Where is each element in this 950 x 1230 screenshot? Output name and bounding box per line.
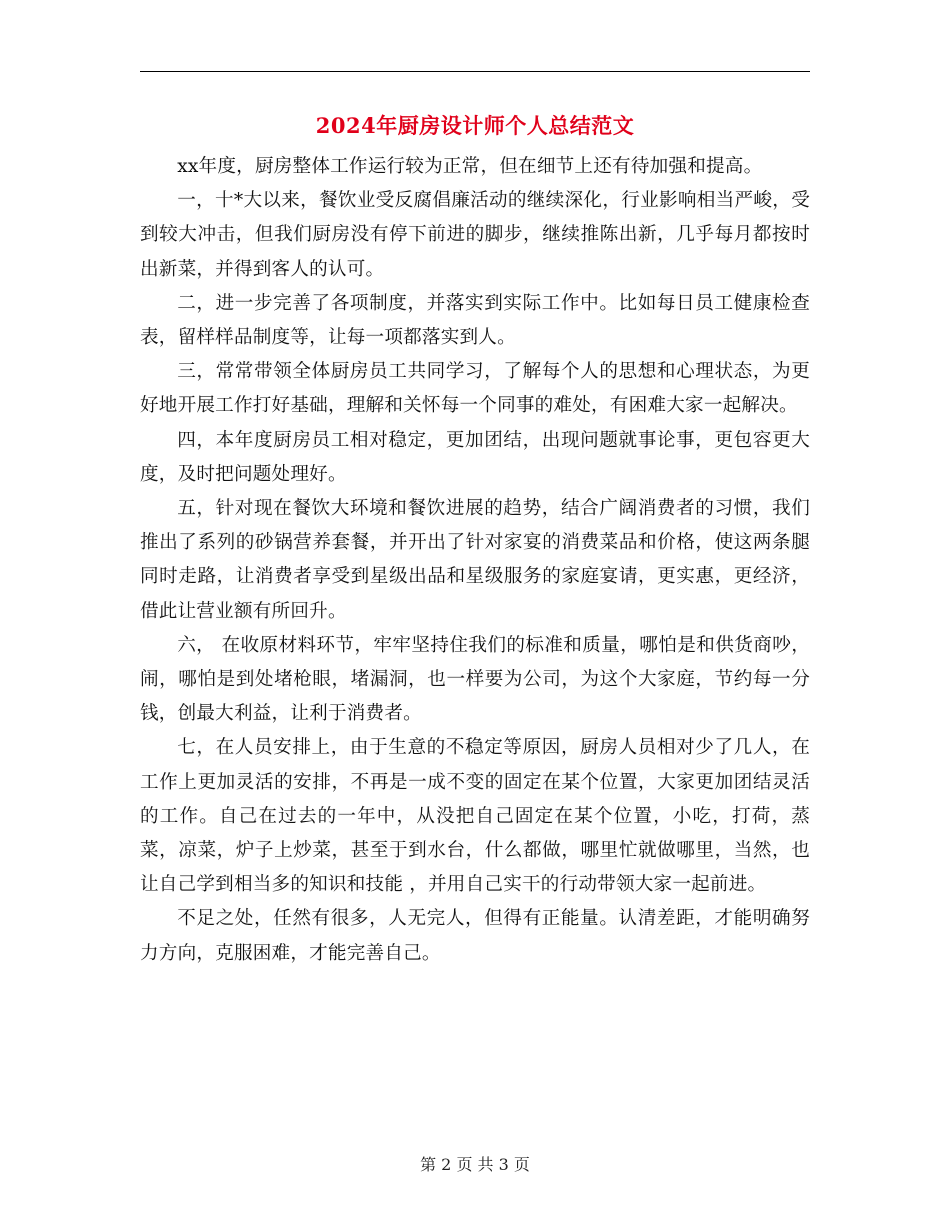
header-rule bbox=[140, 71, 810, 72]
paragraph-7: 七，在人员安排上，由于生意的不稳定等原因，厨房人员相对少了几人，在工作上更加灵活的安排，不再是一成不变的固定在某个位置，大家更加团结灵活的工作。自己在过去的一年中，从没把自己固定在某个位置，小吃，打荷，蒸菜，凉菜，炉子上炒菜，甚至于到水台，什么都做，哪里忙就做哪里，当然，也让自己学到相当多的知识和技能 ，并用自己实干的行动带领大家一起前进。 bbox=[140, 737, 810, 896]
paragraph-2: 二，进一步完善了各项制度，并落实到实际工作中。比如每日员工健康检查表，留样样品制度等，让每一项都落实到人。 bbox=[140, 292, 810, 349]
paragraph-1: 一，十*大以来，餐饮业受反腐倡廉活动的继续深化，行业影响相当严峻，受到较大冲击，但我们厨房没有停下前进的脚步，继续推陈出新，几乎每月都按时出新菜，并得到客人的认可。 bbox=[140, 190, 810, 280]
document-title: 2024年厨房设计师个人总结范文 bbox=[315, 113, 635, 138]
paragraph-3: 三，常常带领全体厨房员工共同学习，了解每个人的思想和心理状态，为更好地开展工作打好基础，理解和关怀每一个同事的难处，有困难大家一起解决。 bbox=[140, 361, 810, 417]
page-number-footer: 第 2 页 共 3 页 bbox=[420, 1155, 530, 1174]
paragraph-4: 四，本年度厨房员工相对稳定，更加团结，出现问题就事论事，更包容更大度，及时把问题处理好。 bbox=[140, 429, 810, 485]
paragraph-6: 六， 在收原材料环节，牢牢坚持住我们的标准和质量，哪怕是和供货商吵，闹，哪怕是到处堵枪眼，堵漏洞，也一样要为公司，为这个大家庭，节约每一分钱，创最大利益，让利于消费者。 bbox=[140, 634, 810, 725]
document-body bbox=[140, 150, 810, 971]
paragraph-5: 五，针对现在餐饮大环境和餐饮进展的趋势，结合广阔消费者的习惯，我们推出了系列的砂锅营养套餐，并开出了针对家宴的消费菜品和价格，使这两条腿同时走路，让消费者享受到星级出品和星级服务的家庭宴请，更实惠，更经济，借此让营业额有所回升。 bbox=[140, 498, 810, 622]
paragraph-closing: 不足之处，任然有很多，人无完人，但得有正能量。认清差距，才能明确努力方向，克服困难，才能完善自己。 bbox=[140, 908, 810, 964]
paragraph-intro: xx年度，厨房整体工作运行较为正常，但在细节上还有待加强和提高。 bbox=[177, 156, 763, 177]
